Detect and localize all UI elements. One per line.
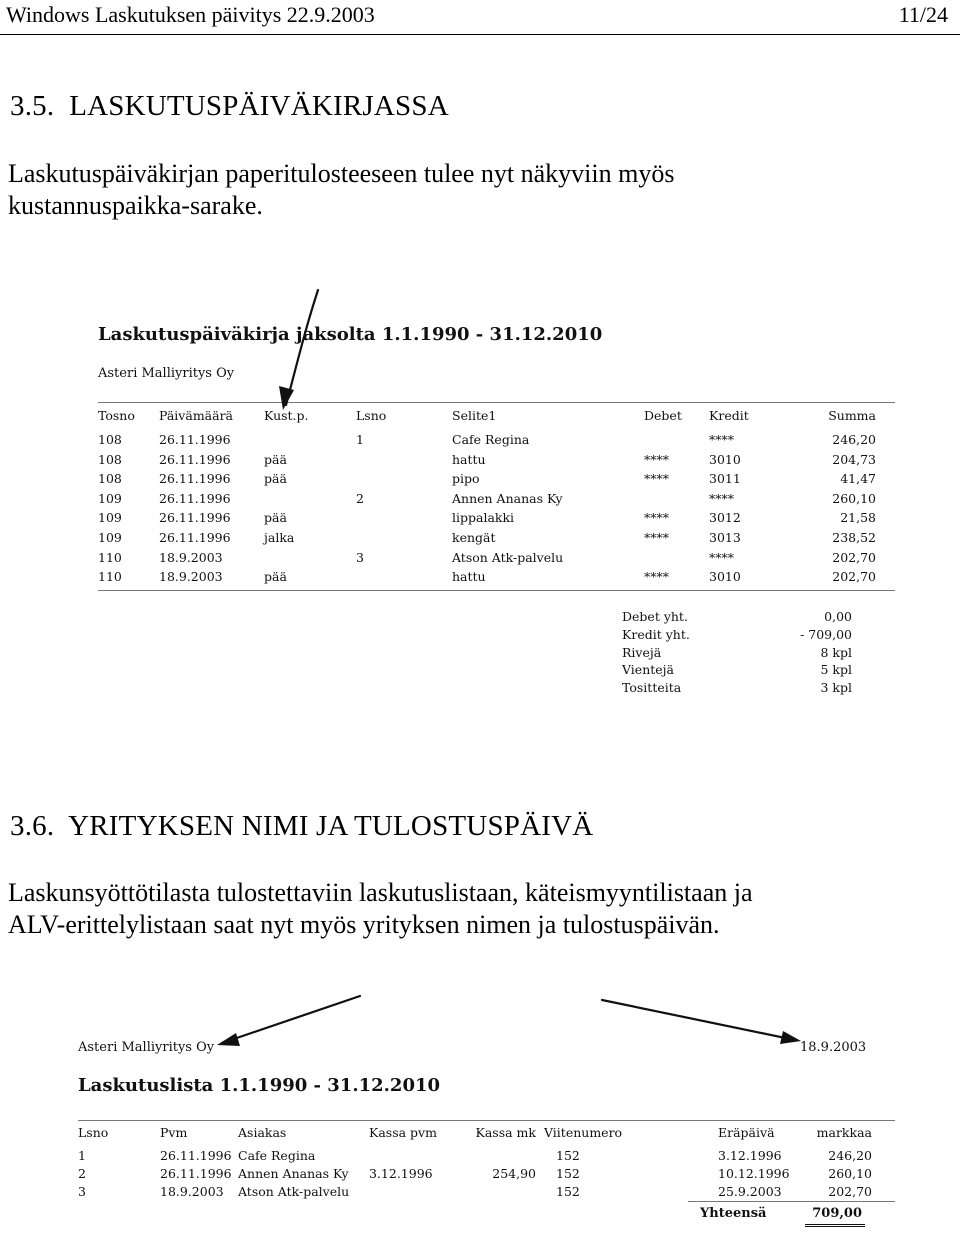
journal-column-header: Debet [644, 408, 682, 423]
journal-table-cell: 260,10 [832, 490, 876, 506]
invoice-list-cell: 26.11.1996 [160, 1148, 232, 1163]
journal-total-value: 0,00 [824, 609, 852, 624]
invoice-list-column-header: Lsno [78, 1125, 109, 1140]
invoice-list-column-header: markkaa [816, 1125, 872, 1140]
arrowhead-icon [780, 1031, 801, 1044]
journal-table-cell: 110 [98, 569, 122, 585]
invoice-list-cell: 26.11.1996 [160, 1166, 232, 1181]
paragraph-line: Laskutuspäiväkirjan paperitulosteeseen tulee nyt näkyviin myös [8, 159, 675, 188]
journal-table-cell: Cafe Regina [452, 432, 530, 447]
invoice-list-cell: 18.9.2003 [160, 1184, 224, 1199]
journal-table-cell: hattu [452, 451, 486, 467]
journal-table-cell: 238,52 [832, 530, 876, 545]
journal-column-header: Kust.p. [264, 408, 309, 423]
journal-table-cell: **** [644, 530, 669, 545]
invoice-list-cell: 202,70 [828, 1184, 872, 1199]
page-header-title: Windows Laskutuksen päivitys 22.9.2003 [6, 2, 375, 27]
journal-table-cell: 21,58 [840, 510, 876, 526]
invoice-list-cell: 2 [78, 1166, 86, 1181]
journal-table-cell: 3011 [709, 471, 741, 487]
journal-total-value: 8 kpl [820, 644, 852, 660]
journal-table-cell: 108 [98, 432, 122, 447]
journal-table-cell: lippalakki [452, 510, 515, 526]
journal-table-cell: **** [644, 471, 669, 487]
journal-column-header: Lsno [356, 408, 387, 423]
journal-table-cell: 26.11.1996 [159, 510, 231, 526]
section-heading-3-5: 3.5. LASKUTUSPÄIVÄKIRJASSA [10, 90, 449, 122]
invoice-list-column-header: Viitenumero [544, 1125, 623, 1140]
invoice-list-column-header: Pvm [160, 1125, 188, 1140]
journal-total-value: - 709,00 [800, 626, 852, 642]
journal-table-cell: 26.11.1996 [159, 471, 231, 487]
journal-table-cell: 108 [98, 471, 122, 487]
invoice-list-cell: 3.12.1996 [369, 1166, 433, 1181]
journal-table-cell: pää [264, 569, 287, 585]
arrowhead-icon [217, 1033, 240, 1046]
invoice-list-cell: 1 [78, 1148, 86, 1163]
journal-column-header: Kredit [709, 408, 749, 423]
journal-table-cell: 3012 [709, 510, 741, 526]
journal-total-value: 3 kpl [820, 680, 852, 696]
invoice-list-cell: 3 [78, 1184, 86, 1199]
journal-total-value: 5 kpl [820, 662, 852, 678]
invoice-list-date: 18.9.2003 [800, 1040, 867, 1055]
journal-table-cell: 41,47 [840, 471, 876, 487]
journal-company: Asteri Malliyritys Oy [98, 366, 235, 381]
journal-table-cell: hattu [452, 569, 486, 585]
invoice-list-title: Laskutuslista 1.1.1990 - 31.12.2010 [78, 1075, 441, 1096]
journal-table-cell: 108 [98, 451, 122, 467]
journal-table-cell: 26.11.1996 [159, 490, 231, 506]
journal-table-cell: 109 [98, 490, 122, 506]
journal-total-label: Rivejä [622, 644, 662, 660]
invoice-list-total-label: Yhteensä [700, 1206, 767, 1221]
invoice-list-cell: Cafe Regina [238, 1148, 316, 1163]
invoice-list-cell: Atson Atk-palvelu [238, 1184, 350, 1199]
journal-table-cell: 3010 [709, 569, 741, 585]
journal-total-label: Vientejä [622, 662, 675, 678]
journal-table-cell: 202,70 [832, 569, 876, 585]
invoice-list-cell: 25.9.2003 [718, 1184, 782, 1199]
journal-table-cell: 18.9.2003 [159, 569, 223, 585]
invoice-list-cell: 3.12.1996 [718, 1148, 782, 1163]
invoice-list-column-header: Asiakas [238, 1125, 287, 1140]
journal-table-cell: 109 [98, 510, 122, 526]
journal-table-cell: jalka [264, 530, 295, 545]
journal-table-cell: 2 [356, 490, 364, 506]
journal-table-cell: 26.11.1996 [159, 451, 231, 467]
journal-table-cell: **** [644, 569, 669, 585]
invoice-list-cell: 152 [556, 1166, 580, 1181]
journal-table-cell: 26.11.1996 [159, 432, 231, 447]
page-number: 11/24 [898, 2, 948, 27]
journal-table-cell: 109 [98, 530, 122, 545]
journal-title: Laskutuspäiväkirja jaksolta 1.1.1990 - 31.12.2010 [98, 324, 603, 345]
journal-column-header: Summa [828, 408, 876, 423]
journal-table-cell: **** [709, 432, 734, 447]
journal-table-cell: 246,20 [832, 432, 876, 447]
journal-table-cell: kengät [452, 530, 496, 545]
invoice-list-cell: 254,90 [492, 1166, 536, 1181]
paragraph-line: kustannuspaikka-sarake. [8, 191, 263, 220]
invoice-list-cell: 260,10 [828, 1166, 872, 1181]
journal-column-header: Päivämäärä [159, 408, 233, 423]
journal-table-cell: 3010 [709, 451, 741, 467]
journal-table-cell: 3 [356, 549, 364, 565]
journal-table-cell: pää [264, 471, 287, 487]
journal-table-cell: **** [644, 451, 669, 467]
invoice-list-cell: 10.12.1996 [718, 1166, 790, 1181]
invoice-list-column-header: Eräpäivä [718, 1125, 775, 1140]
journal-table-cell: pää [264, 451, 287, 467]
invoice-list-cell: 246,20 [828, 1148, 872, 1163]
invoice-list-cell: 152 [556, 1184, 580, 1199]
invoice-list-column-header: Kassa pvm [369, 1125, 437, 1140]
journal-table-cell: 110 [98, 549, 122, 565]
paragraph-line: ALV-erittelylistaan saat nyt myös yrityksen nimen ja tulostuspäivän. [8, 910, 720, 939]
arrow-to-kustp-column [286, 290, 318, 405]
journal-table-cell: 204,73 [832, 451, 876, 467]
journal-column-header: Tosno [98, 408, 135, 423]
paragraph-line: Laskunsyöttötilasta tulostettaviin laskutuslistaan, käteismyyntilistaan ja [8, 878, 753, 907]
arrow-to-print-date [602, 1000, 795, 1040]
journal-table-cell: **** [709, 549, 734, 565]
journal-total-label: Debet yht. [622, 609, 688, 624]
journal-total-label: Tositteita [622, 680, 682, 696]
journal-table-cell: **** [709, 490, 734, 506]
journal-table-cell: pää [264, 510, 287, 526]
invoice-list-company: Asteri Malliyritys Oy [78, 1040, 215, 1055]
journal-table-cell: 202,70 [832, 549, 876, 565]
invoice-list-total-value: 709,00 [812, 1206, 862, 1221]
journal-table-cell: 26.11.1996 [159, 530, 231, 545]
arrowhead-icon [279, 386, 294, 410]
journal-table-cell: 3013 [709, 530, 741, 545]
journal-table-cell: **** [644, 510, 669, 526]
journal-table-cell: 18.9.2003 [159, 549, 223, 565]
journal-table-cell: Annen Ananas Ky [452, 490, 563, 506]
journal-table-cell: Atson Atk-palvelu [452, 549, 564, 565]
journal-column-header: Selite1 [452, 408, 497, 423]
invoice-list-column-header: Kassa mk [475, 1125, 536, 1140]
journal-table-cell: pipo [452, 471, 480, 487]
arrow-to-company-name [222, 996, 360, 1043]
invoice-list-cell: 152 [556, 1148, 580, 1163]
invoice-list-cell: Annen Ananas Ky [238, 1166, 349, 1181]
journal-table-cell: 1 [356, 432, 364, 447]
journal-total-label: Kredit yht. [622, 626, 690, 642]
section-heading-3-6: 3.6. YRITYKSEN NIMI JA TULOSTUSPÄIVÄ [10, 810, 594, 842]
